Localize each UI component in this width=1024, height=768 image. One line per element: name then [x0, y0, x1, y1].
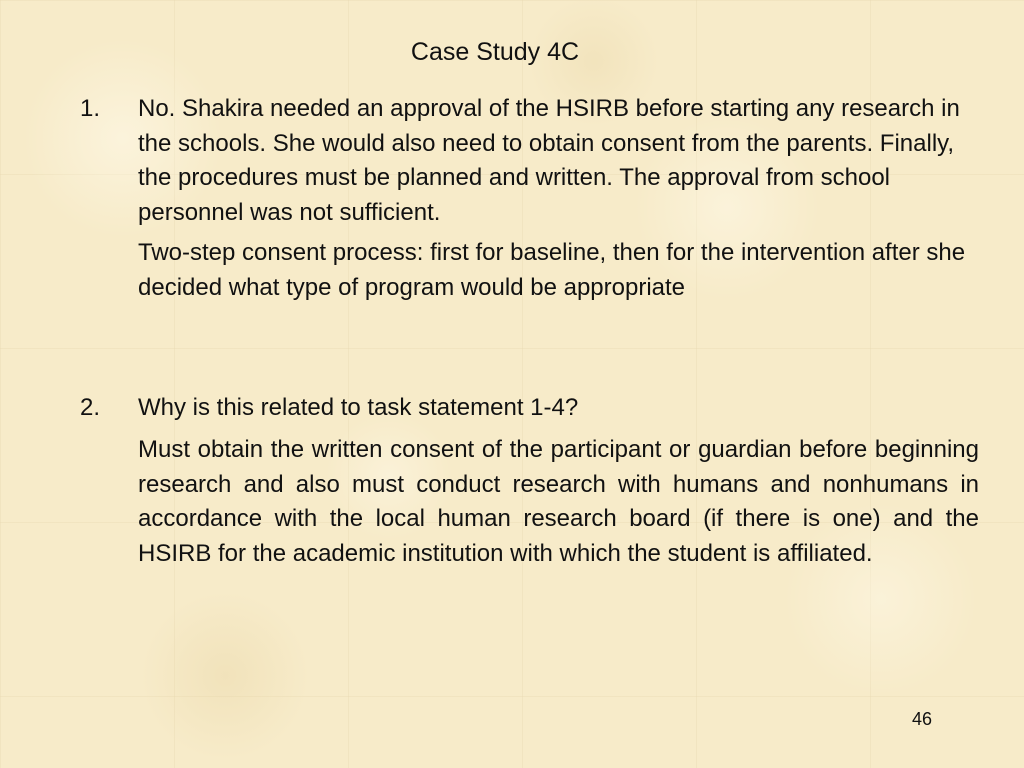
- item-number-2: 2.: [80, 394, 101, 421]
- item-2-paragraph-1: Why is this related to task statement 1-4?: [138, 394, 579, 421]
- page-number: 46: [912, 709, 933, 729]
- item-number-1: 1.: [80, 95, 101, 122]
- item-1-paragraph-2: Two-step consent process: first for baseline, then for the intervention after she decided what type of program would be appropriate: [138, 239, 966, 301]
- item-2-paragraph-2: Must obtain the written consent of the participant or guardian before beginning research and also must conduct research with humans and nonhumans in accordance with the local human research board (if there is one) and the HSIRB for the academic institution with which the student is affiliated.: [138, 436, 979, 567]
- item-1-paragraph-1: No. Shakira needed an approval of the HSIRB before starting any research in the schools. She would also need to obtain consent from the parents. Finally, the procedures must be planned and written. The approval from school personnel was not sufficient.: [138, 95, 960, 226]
- slide-title: Case Study 4C: [410, 38, 580, 66]
